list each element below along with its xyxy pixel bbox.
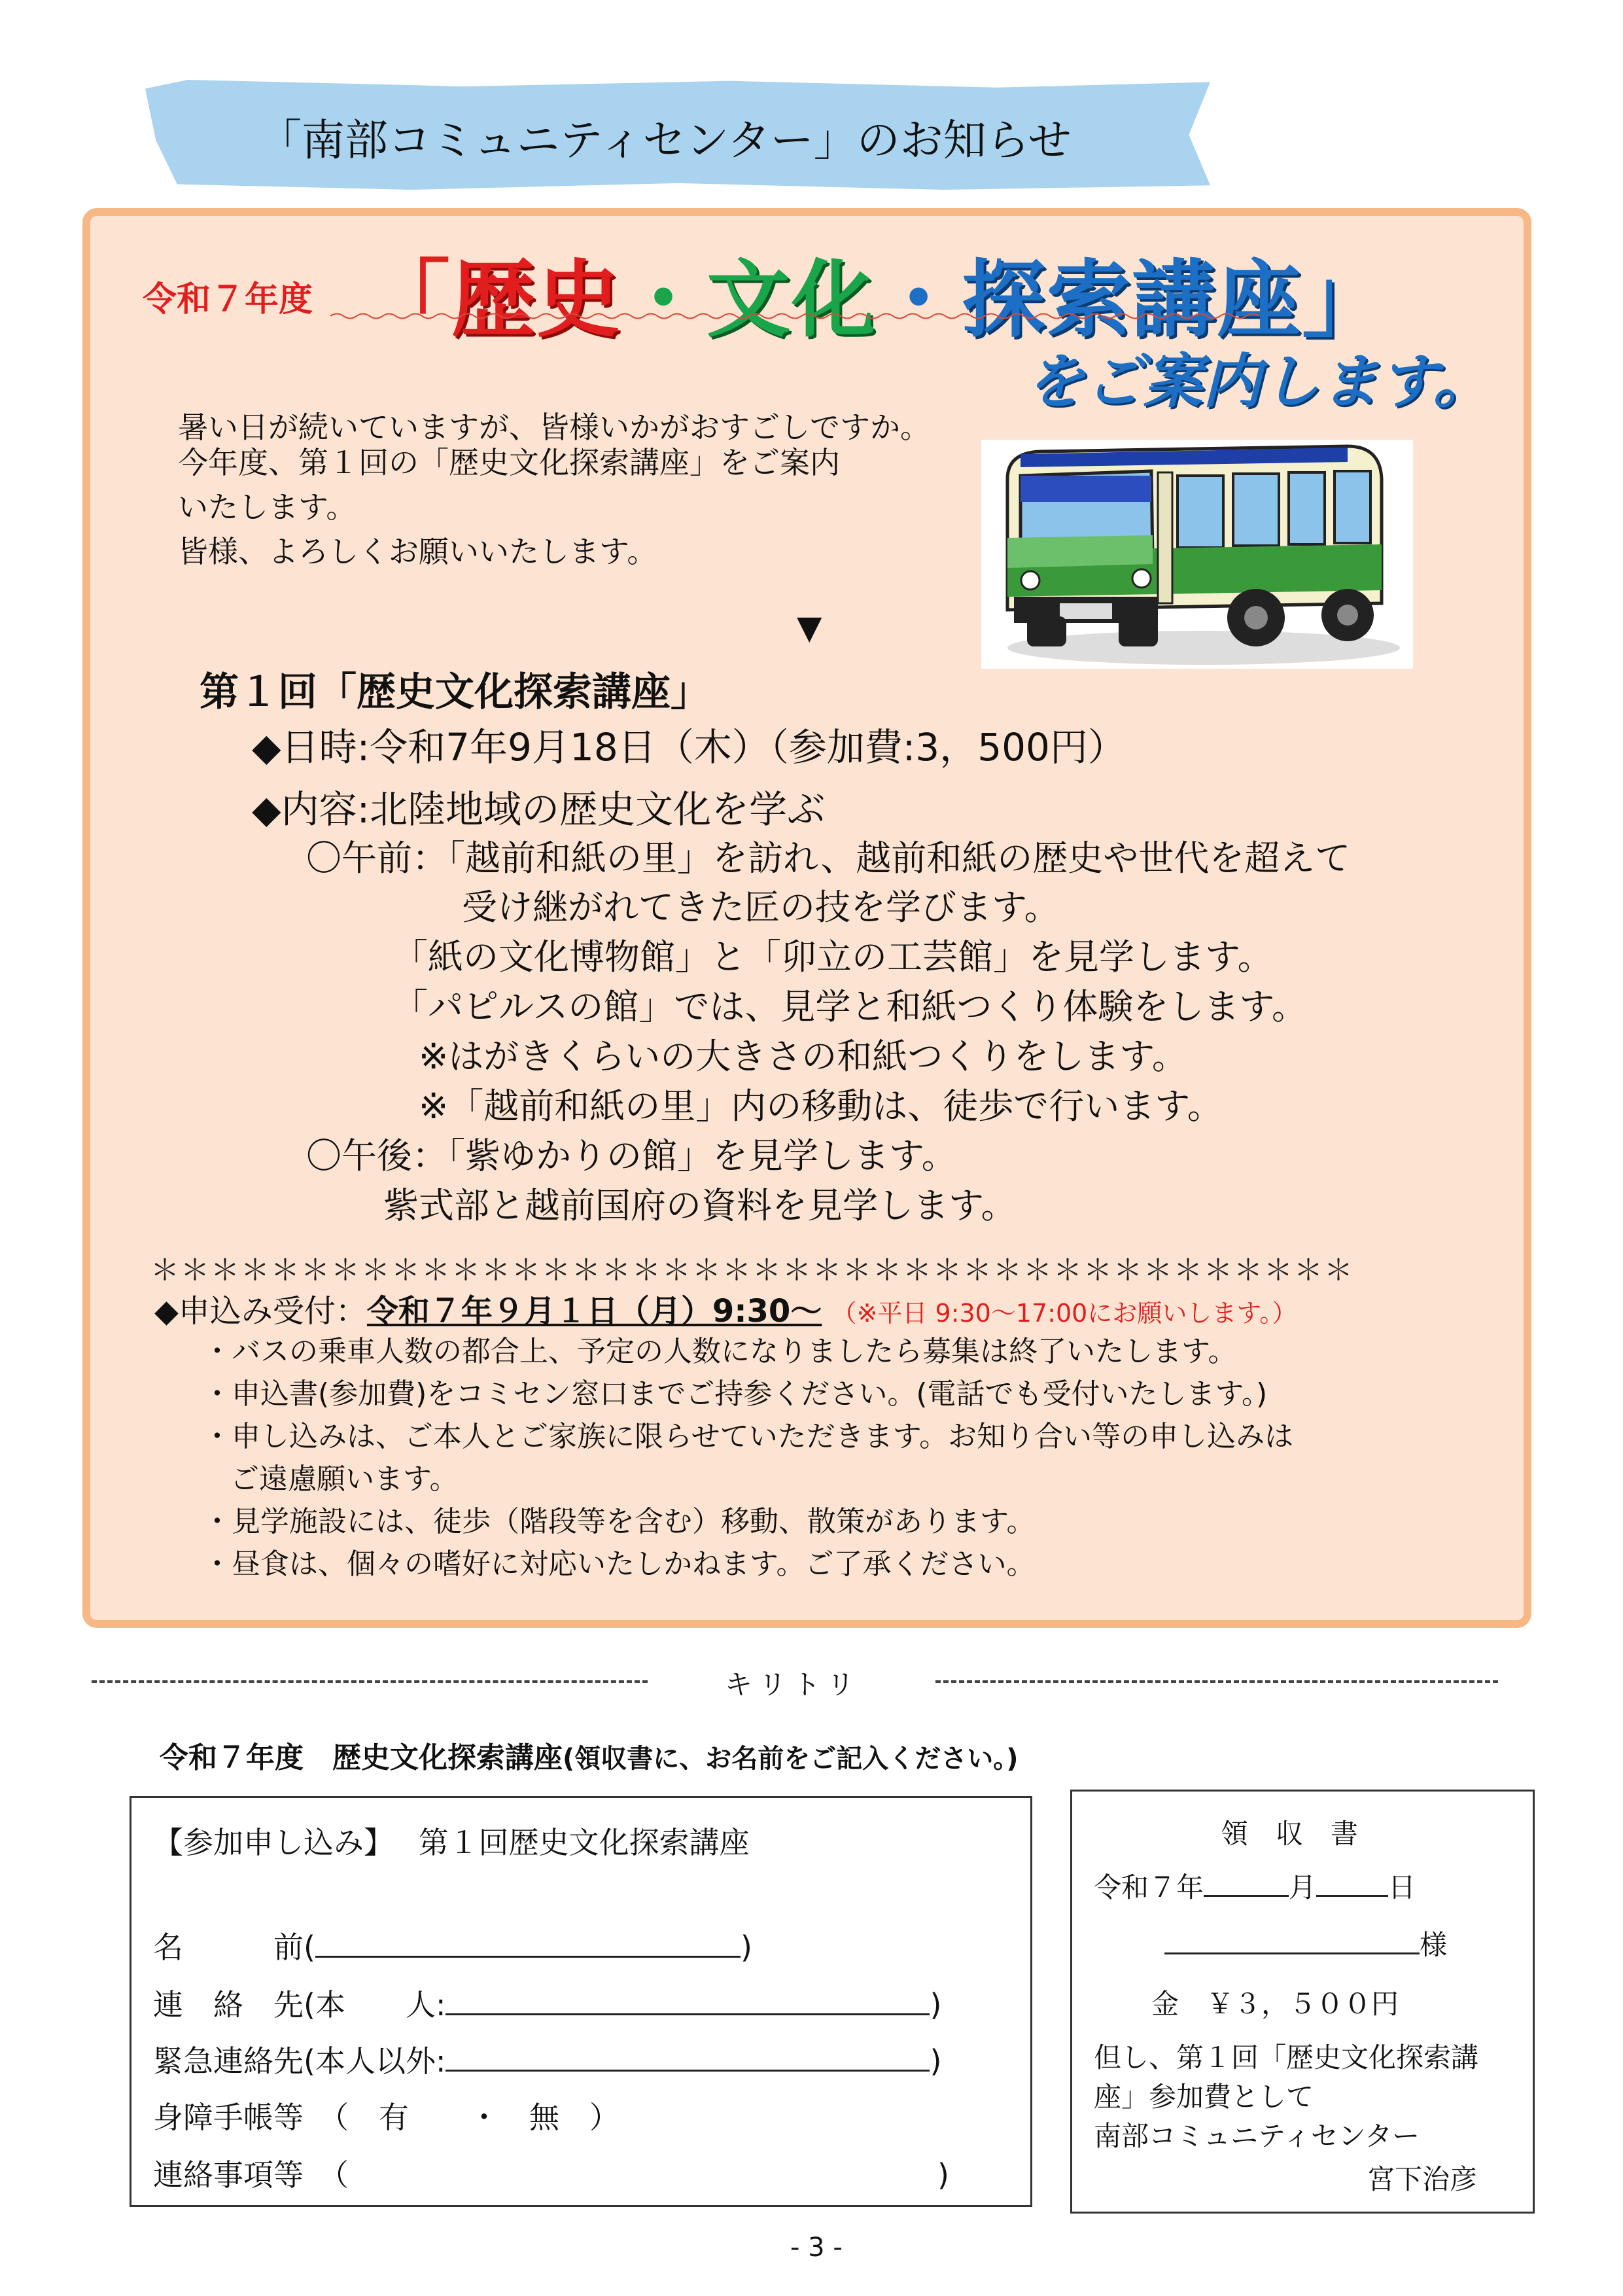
event-date: ◆日時:令和7年9月18日（木）（参加費:3，500円） bbox=[252, 725, 1126, 769]
contact-label: 連 絡 先(本 人: bbox=[153, 1987, 446, 2022]
receipt-person: 宮下治彦 bbox=[1367, 2163, 1478, 2195]
title-history: 歴史 bbox=[451, 251, 622, 349]
receipt-note-line: 但し、第１回「歴史文化探索講 bbox=[1094, 2041, 1479, 2074]
name-label: 名 前( bbox=[153, 1930, 315, 1965]
title-wavy-underline bbox=[330, 311, 1259, 321]
greeting-line: いたします。 bbox=[178, 489, 357, 525]
receipt-name-field[interactable] bbox=[1164, 1929, 1420, 1954]
bullet-item: ・見学施設には、徒歩（階段等を含む）移動、散策があります。 bbox=[203, 1505, 1036, 1538]
emergency-label: 緊急連絡先(本人以外: bbox=[153, 2043, 446, 2079]
bullet-item: ・バスの乗車人数の都合上、予定の人数になりましたら募集は終了いたします。 bbox=[203, 1335, 1237, 1368]
event-detail: 〇午後：「紫ゆかりの館」を見学します。 bbox=[306, 1135, 957, 1176]
application-label: ◆申込み受付： bbox=[154, 1293, 367, 1330]
name-row bbox=[153, 1924, 752, 1967]
form-title-note: (領収書に、お名前をご記入ください。) bbox=[563, 1744, 1019, 1774]
application-line bbox=[154, 1286, 1297, 1331]
cut-label: キリトリ bbox=[725, 1669, 862, 1701]
receipt-name-row bbox=[1164, 1924, 1447, 1963]
form-title-main: 令和７年度 歴史文化探索講座 bbox=[160, 1741, 563, 1775]
form-title bbox=[160, 1734, 1019, 1776]
event-heading: 第１回「歴史文化探索講座」 bbox=[200, 669, 710, 715]
asterisk-divider: ＊＊＊＊＊＊＊＊＊＊＊＊＊＊＊＊＊＊＊＊＊＊＊＊＊＊＊＊＊＊＊＊＊＊＊＊＊＊＊＊ bbox=[150, 1254, 1354, 1287]
down-arrow-icon: ▼ bbox=[797, 609, 822, 646]
greeting-line: 皆様、よろしくお願いいたします。 bbox=[178, 534, 657, 569]
application-date: 令和７年９月１日（月）9:30～ bbox=[366, 1293, 822, 1330]
receipt-sama: 様 bbox=[1420, 1929, 1448, 1961]
title-bracket-open: 「 bbox=[366, 251, 452, 349]
close-paren: ) bbox=[930, 2043, 942, 2079]
receipt-day: 日 bbox=[1388, 1871, 1416, 1903]
greeting-line: 暑い日が続いていますが、皆様いかがおすごしですか。 bbox=[178, 410, 930, 445]
event-detail: ※はがきくらいの大きさの和紙つくりをします。 bbox=[419, 1036, 1187, 1077]
event-content: ◆内容:北陸地域の歴史文化を学ぶ bbox=[252, 787, 826, 832]
name-field[interactable] bbox=[315, 1930, 741, 1958]
bullet-item: ・昼食は、個々の嗜好に対応いたしかねます。ご了承ください。 bbox=[203, 1547, 1036, 1581]
contact-field[interactable] bbox=[445, 1987, 930, 2015]
form-header: 【参加申し込み】 第１回歴史文化探索講座 bbox=[153, 1825, 750, 1860]
receipt-note-line: 座」参加費として bbox=[1094, 2081, 1314, 2113]
title-exploration: 探索講座 bbox=[962, 251, 1302, 349]
receipt-date-row bbox=[1094, 1866, 1416, 1905]
receipt-amount: 金 ￥３，５００円 bbox=[1151, 1988, 1399, 2020]
banner-title: 「南部コミュニティセンター」のお知らせ bbox=[258, 115, 1072, 166]
bullet-item: ご遠慮願います。 bbox=[230, 1462, 459, 1496]
event-detail: ※「越前和紙の里」内の移動は、徒歩で行います。 bbox=[419, 1086, 1223, 1127]
title-culture: 文化 bbox=[707, 251, 877, 349]
cut-line-right bbox=[935, 1680, 1498, 1683]
close-paren: ) bbox=[937, 2157, 949, 2193]
title-bracket-close: 」 bbox=[1302, 251, 1387, 349]
receipt-title: 領 収 書 bbox=[1221, 1818, 1359, 1850]
receipt-month: 月 bbox=[1289, 1871, 1317, 1903]
receipt-org: 南部コミュニティセンター bbox=[1094, 2120, 1420, 2152]
receipt-month-field[interactable] bbox=[1204, 1871, 1289, 1897]
application-note: （※平日 9:30～17:00にお願いします。） bbox=[831, 1299, 1297, 1328]
notes-row bbox=[153, 2151, 949, 2195]
greeting-line: 今年度、第１回の「歴史文化探索講座」をご案内 bbox=[178, 445, 840, 480]
receipt-date-prefix: 令和７年 bbox=[1094, 1871, 1204, 1903]
receipt-day-field[interactable] bbox=[1316, 1871, 1388, 1897]
header-year: 令和７年度 bbox=[143, 280, 313, 319]
event-detail: 紫式部と越前国府の資料を見学します。 bbox=[383, 1185, 1017, 1226]
disability-row[interactable]: 身障手帳等 （ 有 ・ 無 ） bbox=[153, 2100, 620, 2135]
title-separator: ・ bbox=[621, 251, 707, 349]
bullet-item: ・申し込みは、ご本人とご家族に限らせていただきます。お知り合い等の申し込みは bbox=[203, 1420, 1294, 1453]
event-detail: 「紙の文化博物館」と「卯立の工芸館」を見学します。 bbox=[393, 936, 1273, 978]
close-paren: ) bbox=[740, 1930, 752, 1965]
event-detail: 受け継がれてきた匠の技を学びます。 bbox=[462, 887, 1060, 928]
cut-line-left bbox=[92, 1680, 648, 1683]
event-detail: 〇午前：「越前和紙の里」を訪れ、越前和紙の歴史や世代を超えて bbox=[306, 838, 1351, 879]
bullet-item: ・申込書(参加費)をコミセン窓口までご持参ください。(電話でも受付いたします。) bbox=[203, 1377, 1268, 1411]
contact-row bbox=[153, 1981, 941, 2024]
emergency-field[interactable] bbox=[445, 2043, 930, 2072]
title-separator: ・ bbox=[877, 251, 962, 349]
event-detail: 「パピルスの館」では、見学と和紙つくり体験をします。 bbox=[393, 986, 1308, 1027]
emergency-row bbox=[153, 2038, 941, 2081]
close-paren: ) bbox=[930, 1987, 942, 2022]
notes-label: 連絡事項等 （ bbox=[153, 2157, 349, 2193]
bus-icon bbox=[981, 440, 1413, 669]
bus-illustration bbox=[981, 440, 1413, 669]
page-number: - 3 - bbox=[790, 2233, 843, 2263]
guide-text: をご案内します。 bbox=[1026, 347, 1492, 416]
